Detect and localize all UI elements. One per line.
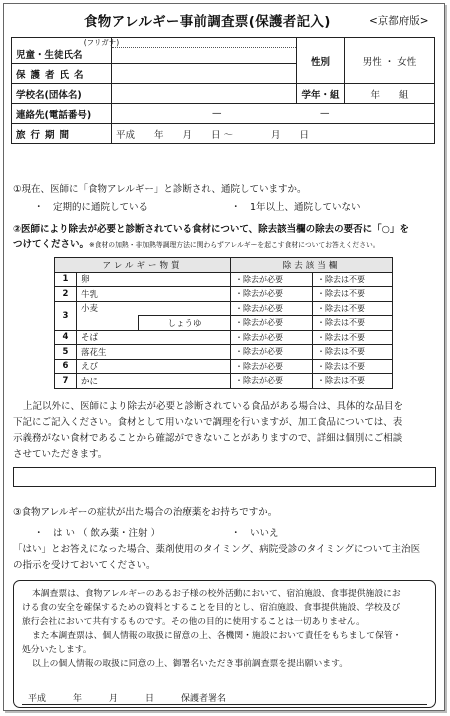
allergen-name: しょうゆ xyxy=(139,316,231,331)
student-name-label: (フリガナ) 児童・生徒氏名 xyxy=(12,38,112,64)
other-foods-input[interactable] xyxy=(13,467,436,487)
grade-label: 学年・組 xyxy=(297,84,345,104)
opt-not-needed[interactable]: ・除去は不要 xyxy=(313,316,393,331)
other-foods-line1: 上記以外に、医師により除去が必要と診断されている食品がある場合は、具体的な品目を xyxy=(23,401,404,412)
form-page xyxy=(3,3,445,711)
table-row: 3 小麦 ・除去が必要 ・除去は不要 xyxy=(55,301,393,316)
q1-option-regular[interactable]: ・ 定期的に通院している xyxy=(34,202,149,213)
opt-not-needed[interactable]: ・除去は不要 xyxy=(313,345,393,360)
question-1: ①現在、医師に「食物アレルギー」と診断され、通院していますか。 xyxy=(13,184,307,195)
notice-line: 処分いたします。 xyxy=(22,645,92,655)
opt-needed[interactable]: ・除去が必要 xyxy=(231,301,313,316)
contact-label: 連絡先(電話番号) xyxy=(12,104,112,124)
allergen-name: 牛乳 xyxy=(77,287,231,302)
contact-dash-2: — xyxy=(320,108,330,119)
signature-field[interactable] xyxy=(22,704,427,705)
opt-not-needed[interactable]: ・除去は不要 xyxy=(313,287,393,302)
opt-needed[interactable]: ・除去が必要 xyxy=(231,359,313,374)
privacy-notice-box xyxy=(13,580,436,708)
opt-needed[interactable]: ・除去が必要 xyxy=(231,345,313,360)
q3-note-line1: 「はい」とお答えになった場合、薬剤使用のタイミング、病院受診のタイミングについて主治医 xyxy=(13,544,421,555)
q1-option-not-visiting[interactable]: ・ 1年以上、通院していない xyxy=(231,202,361,213)
form-title: 食物アレルギー事前調査票(保護者記入) xyxy=(84,14,331,30)
travel-period-field[interactable]: 平成 年 月 日 〜 月 日 xyxy=(112,124,435,144)
table-row: 5 落花生 ・除去が必要 ・除去は不要 xyxy=(55,345,393,360)
opt-needed[interactable]: ・除去が必要 xyxy=(231,330,313,345)
school-name-field[interactable] xyxy=(112,84,297,104)
opt-not-needed[interactable]: ・除去は不要 xyxy=(313,301,393,316)
contact-field[interactable] xyxy=(112,104,435,124)
opt-not-needed[interactable]: ・除去は不要 xyxy=(313,272,393,287)
notice-line: 以上の個人情報の取扱に同意の上、御署名いただき事前調査票を提出願います。 xyxy=(32,659,348,669)
q3-note-line2: の指示を受けておいてください。 xyxy=(13,560,156,571)
guardian-name-label: 保護者氏名 xyxy=(12,64,112,84)
allergen-name: 小麦 xyxy=(77,301,231,316)
question-2-note: ※食材の加熱・非加熱等調理方法に関わらずアレルギーを起こす食材についてお答えください。 xyxy=(89,241,380,249)
signature-line-label: 平成 年 月 日 保護者署名 xyxy=(28,694,227,704)
school-name-label: 学校名(団体名) xyxy=(12,84,112,104)
notice-line: ける食の安全を確保するための資料とすることを目的とし、宿泊施設、食事提供施設、学校及び xyxy=(22,603,401,613)
form-subtitle: <京都府版> xyxy=(369,15,429,27)
allergen-name: かに xyxy=(77,374,231,389)
allergen-name: 卵 xyxy=(77,272,231,287)
question-3: ③食物アレルギーの症状が出た場合の治療薬をお持ちですか。 xyxy=(13,507,278,518)
allergen-name: そば xyxy=(77,330,231,345)
opt-needed[interactable]: ・除去が必要 xyxy=(231,272,313,287)
notice-line: 本調査票は、食物アレルギーのあるお子様の校外活動において、宿泊施設、食事提供施設にお xyxy=(32,589,401,599)
travel-period-label: 旅行期間 xyxy=(12,124,112,144)
contact-dash-1: — xyxy=(212,108,222,119)
q3-option-yes[interactable]: ・ は い （ 飲み薬・注射 ） xyxy=(34,528,161,539)
table-row: 7 かに ・除去が必要 ・除去は不要 xyxy=(55,374,393,389)
other-foods-line3: 示義務がない食材であることから確認ができないことがありますので、詳細は個別にご相談 xyxy=(13,433,403,444)
notice-line: また本調査票は、個人情報の取扱に留意の上、各機関・施設において責任をもちまして保管・ xyxy=(32,631,402,641)
question-2: ②医師により除去が必要と診断されている食材について、除去該当欄の除去の要否に「○」を xyxy=(13,224,409,235)
question-2-line2: つけてください。※食材の加熱・非加熱等調理方法に関わらずアレルギーを起こす食材についてお答えください。 xyxy=(13,239,380,250)
guardian-name-field[interactable] xyxy=(112,64,297,84)
notice-line: 旅行会社において共有するものです。その他の目的に使用することは一切ありません。 xyxy=(22,617,365,627)
other-foods-line4: させていただきます。 xyxy=(13,449,108,460)
opt-not-needed[interactable]: ・除去は不要 xyxy=(313,374,393,389)
allergen-table xyxy=(54,257,393,389)
opt-needed[interactable]: ・除去が必要 xyxy=(231,374,313,389)
allergen-name: えび xyxy=(77,359,231,374)
opt-not-needed[interactable]: ・除去は不要 xyxy=(313,330,393,345)
table-row: 2 牛乳 ・除去が必要 ・除去は不要 xyxy=(55,287,393,302)
allergen-header: アレルギー物質 xyxy=(55,258,231,273)
allergen-name: 落花生 xyxy=(77,345,231,360)
table-row: 4 そば ・除去が必要 ・除去は不要 xyxy=(55,330,393,345)
grade-field[interactable]: 年 組 xyxy=(345,84,435,104)
opt-needed[interactable]: ・除去が必要 xyxy=(231,287,313,302)
table-row: 6 えび ・除去が必要 ・除去は不要 xyxy=(55,359,393,374)
table-row xyxy=(55,316,393,331)
table-row: 1 卵 ・除去が必要 ・除去は不要 xyxy=(55,272,393,287)
q3-option-no[interactable]: ・ いいえ xyxy=(231,528,279,539)
removal-header: 除去該当欄 xyxy=(231,258,393,273)
gender-options[interactable]: 男性 ・ 女性 xyxy=(345,38,435,84)
gender-label: 性別 xyxy=(297,38,345,84)
student-name-field[interactable] xyxy=(112,38,297,64)
other-foods-line2: 下記にご記入ください。食材として用いないで調理を行いますが、加工食品については、表 xyxy=(13,417,403,428)
student-info-table xyxy=(11,37,435,144)
opt-needed[interactable]: ・除去が必要 xyxy=(231,316,313,331)
opt-not-needed[interactable]: ・除去は不要 xyxy=(313,359,393,374)
furigana-label: (フリガナ) xyxy=(83,38,120,47)
